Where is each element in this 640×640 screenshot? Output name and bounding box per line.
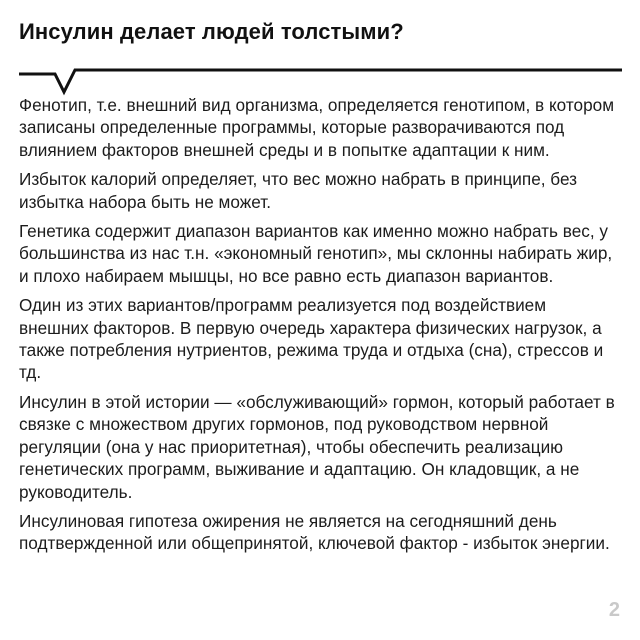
page-title: Инсулин делает людей толстыми? — [19, 19, 404, 44]
paragraph-6: Инсулиновая гипотеза ожирения не является на сегодняшний день подтвержденной или общепринятой, ключевой фактор - избыток энергии. — [19, 510, 610, 554]
speech-bubble-divider — [0, 0, 640, 100]
paragraph-4: Один из этих вариантов/программ реализуется под воздействием внешних факторов. В первую очередь характера физических нагрузок, а также потребления нутриентов, режима труда и отдыха (сна), стрессов и тд. — [19, 295, 604, 383]
article-body — [19, 94, 619, 562]
speech-bubble-line — [19, 70, 622, 92]
paragraph-1: Фенотип, т.е. внешний вид организма, определяется генотипом, в котором записаны определенные программы, которые разворачиваются под влиянием факторов внешней среды и в попытке адаптации к ним. — [19, 95, 615, 160]
paragraph-5: Инсулин в этой истории — «обслуживающий» гормон, который работает в связке с множеством других гормонов, под руководством нервной регуляции (она у нас приоритетная), чтобы обеспечить реализацию генетических программ, выживание и адаптацию. Он кладовщик, а не руководитель. — [19, 391, 615, 502]
paragraph-3: Генетика содержит диапазон вариантов как именно можно набрать вес, у большинства из нас т.н. «экономный генотип», мы склонны набирать жир, и плохо набираем мышцы, но все равно есть диапазон вариантов. — [19, 221, 613, 286]
paragraph-2: Избыток калорий определяет, что вес можно набрать в принципе, без избытка набора быть не может. — [19, 169, 578, 212]
page-number: 2 — [608, 599, 620, 621]
